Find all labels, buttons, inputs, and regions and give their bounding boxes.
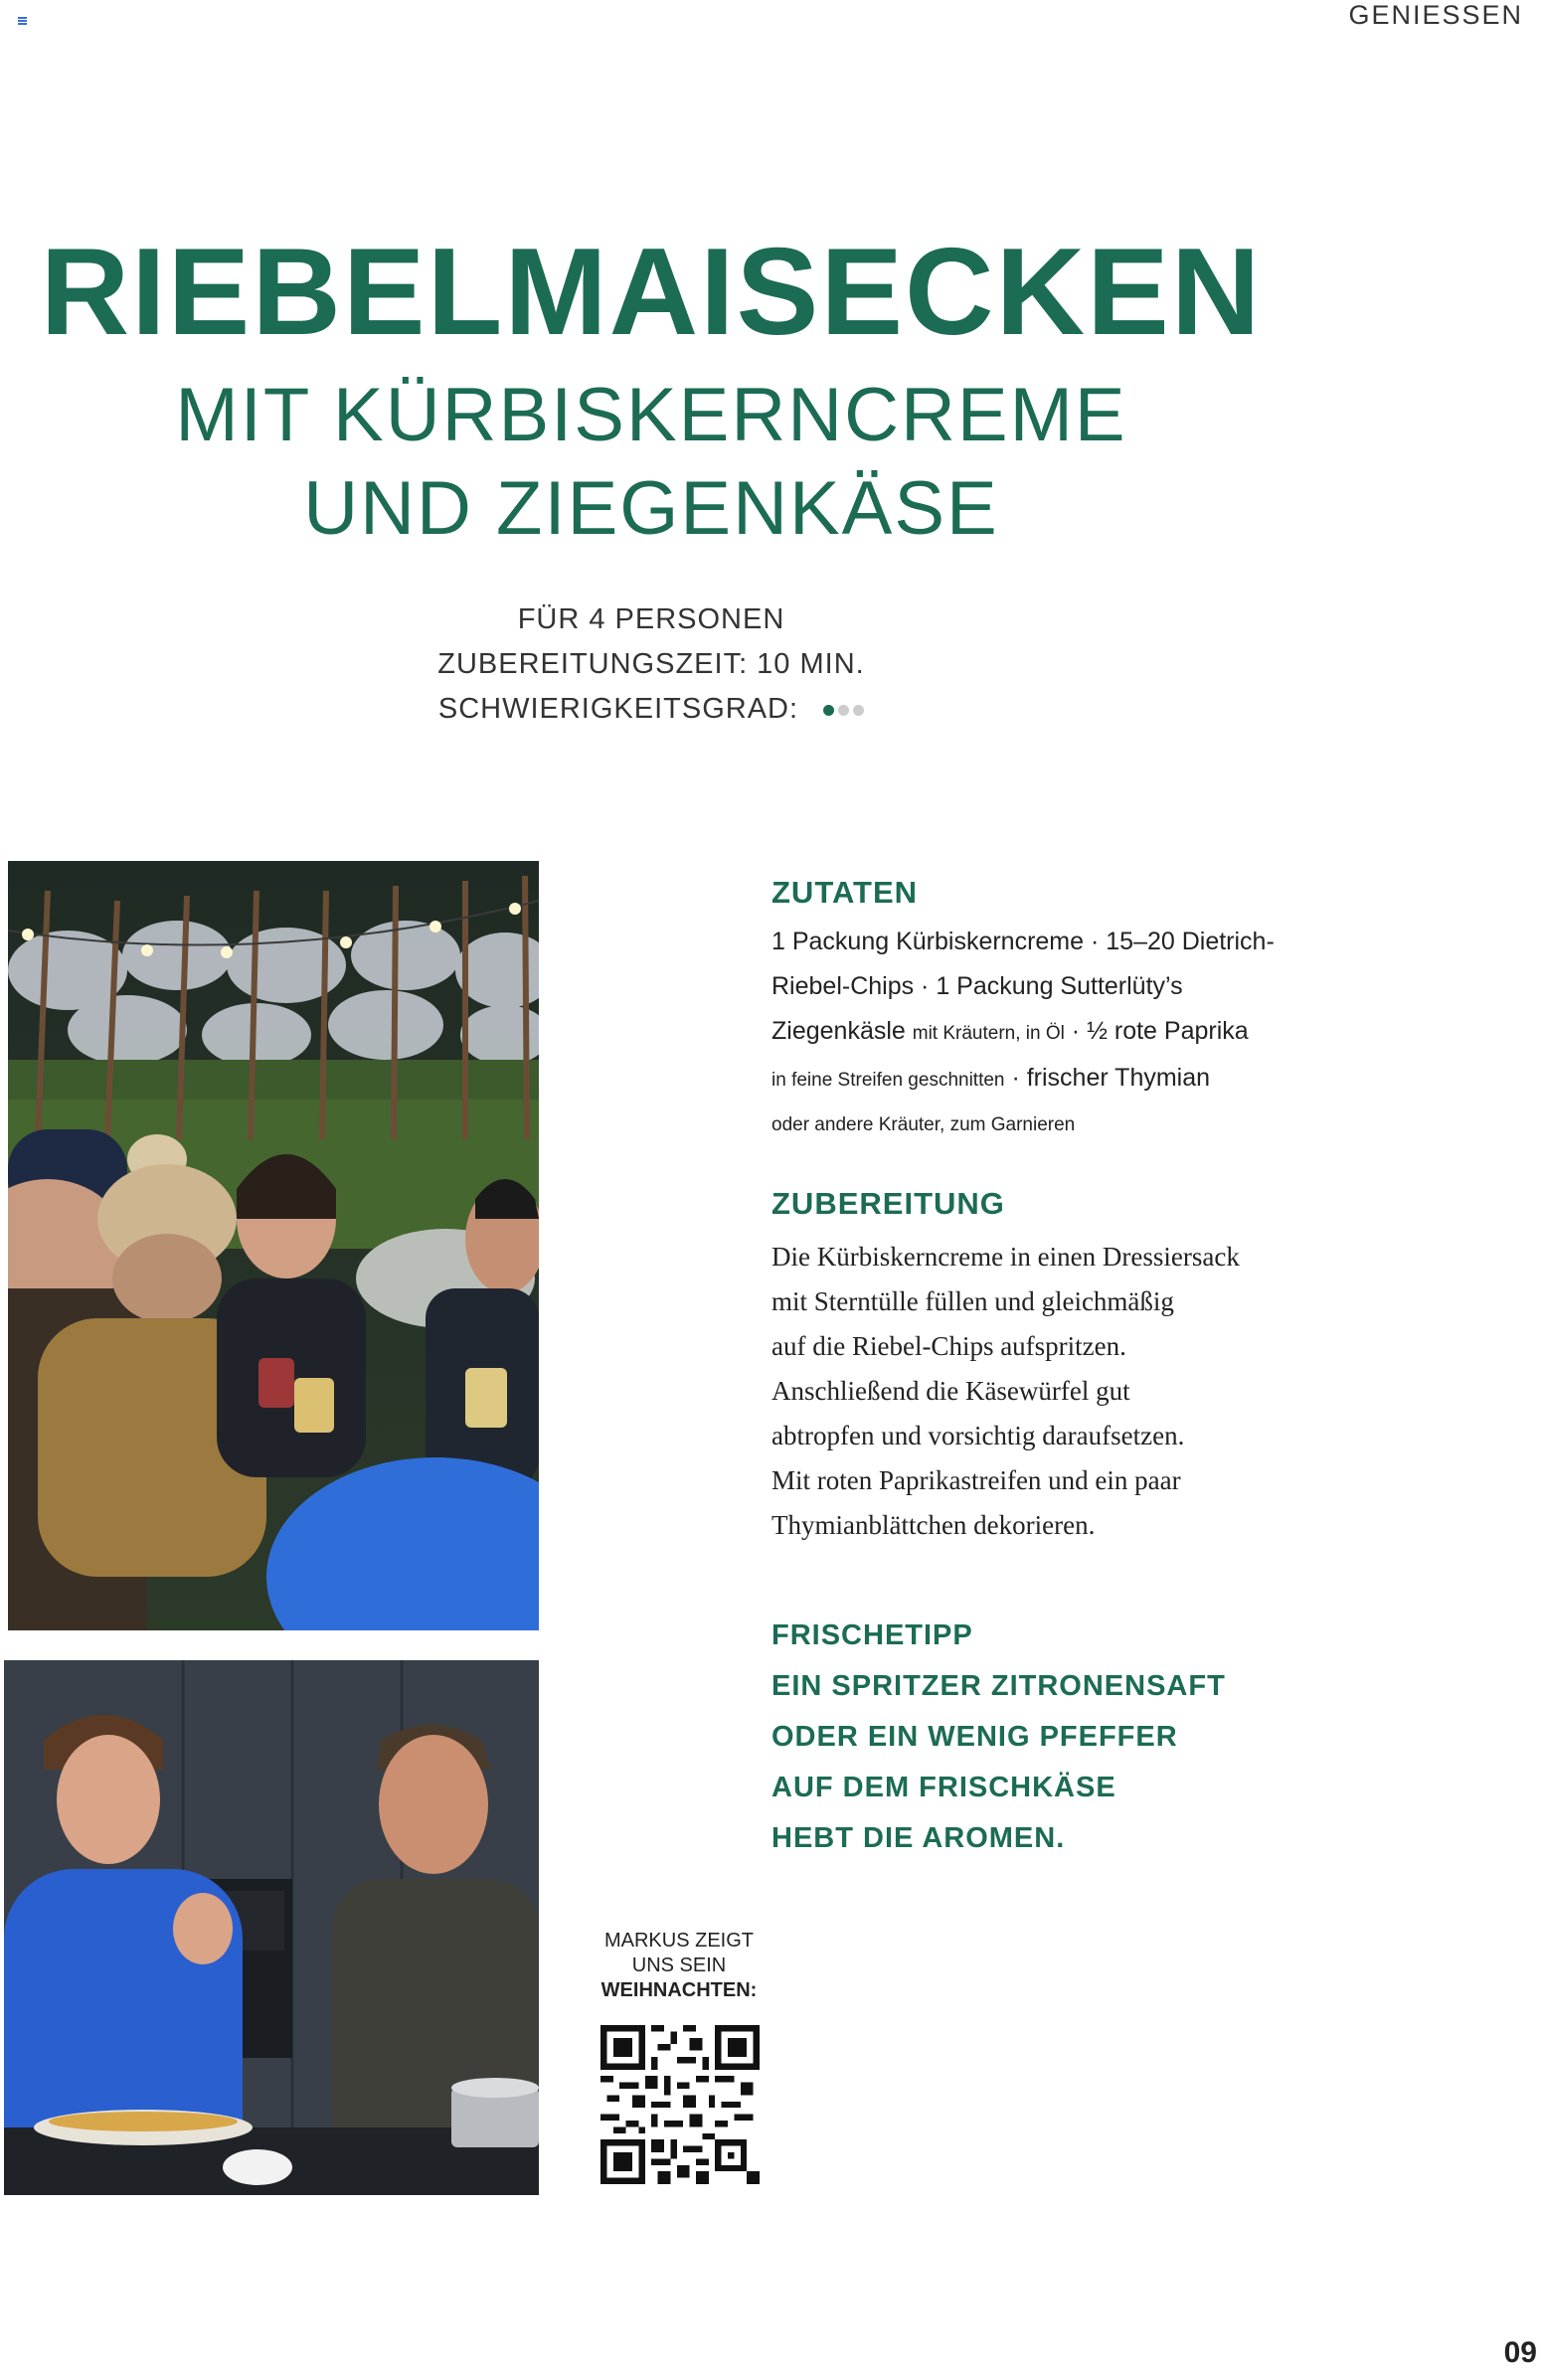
- difficulty-dot-empty: [838, 705, 849, 716]
- difficulty-label: SCHWIERIGKEITSGRAD:: [437, 693, 799, 725]
- fresh-tip: [771, 1611, 1328, 1864]
- preparation-line: Thymianblättchen dekorieren.: [771, 1510, 1096, 1540]
- menu-icon[interactable]: [18, 17, 27, 25]
- difficulty-dot-empty: [853, 705, 864, 716]
- ingredients-heading: ZUTATEN: [771, 875, 919, 910]
- tip-heading: FRISCHETIPP: [771, 1619, 973, 1651]
- recipe-subtitle-line1: MIT KÜRBISKERNCREME: [175, 373, 1127, 457]
- preparation-line: mit Sterntülle füllen und gleichmäßig: [771, 1286, 1174, 1316]
- preparation-line: Die Kürbiskerncreme in einen Dressiersack: [771, 1242, 1240, 1272]
- qr-code[interactable]: [600, 2025, 760, 2184]
- preparation-line: Anschließend die Käsewürfel gut: [771, 1376, 1130, 1406]
- ingredients-line: 1 Packung Kürbiskerncreme · 15–20 Dietrich-: [771, 928, 1275, 955]
- tip-line: AUF DEM FRISCHKÄSE: [771, 1772, 1116, 1803]
- ingredients-line: Riebel-Chips · 1 Packung Sutterlüty’s: [771, 972, 1183, 1000]
- preparation-line: abtropfen und vorsichtig daraufsetzen.: [771, 1421, 1185, 1450]
- ingredients-line: oder andere Kräuter, zum Garnieren: [771, 1114, 1076, 1135]
- recipe-subtitle-line2: UND ZIEGENKÄSE: [303, 466, 999, 551]
- tip-line: EIN SPRITZER ZITRONENSAFT: [771, 1670, 1226, 1702]
- servings-info: FÜR 4 PERSONEN: [517, 603, 785, 635]
- difficulty-info: [0, 695, 1302, 724]
- section-label: GENIESSEN: [1348, 0, 1523, 30]
- photo-kitchen-cooking: [4, 1660, 539, 2195]
- ingredients-line: Ziegenkäsle mit Kräutern, in Öl · ½ rote Paprika: [771, 1017, 1249, 1045]
- preparation-heading: ZUBEREITUNG: [771, 1186, 1005, 1221]
- prep-time-info: ZUBEREITUNGSZEIT: 10 MIN.: [437, 648, 865, 680]
- preparation-line: Mit roten Paprikastreifen und ein paar: [771, 1465, 1181, 1495]
- photo-outdoor-party: [8, 861, 539, 1630]
- difficulty-dots: [823, 705, 864, 716]
- recipe-title: RIEBELMAISECKEN: [40, 224, 1263, 361]
- tip-line: HEBT DIE AROMEN.: [771, 1822, 1066, 1854]
- ingredients-line: in feine Streifen geschnitten · frischer Thymian: [771, 1064, 1211, 1092]
- preparation-line: auf die Riebel-Chips aufspritzen.: [771, 1331, 1126, 1361]
- difficulty-dot-filled: [823, 705, 834, 716]
- qr-caption: MARKUS ZEIGT UNS SEIN WEIHNACHTEN:: [600, 1930, 758, 2001]
- ingredients-list: [771, 920, 1328, 1147]
- preparation-text: [771, 1235, 1328, 1548]
- tip-line: ODER EIN WENIG PFEFFER: [771, 1721, 1178, 1753]
- page-number: 09: [1503, 2336, 1537, 2369]
